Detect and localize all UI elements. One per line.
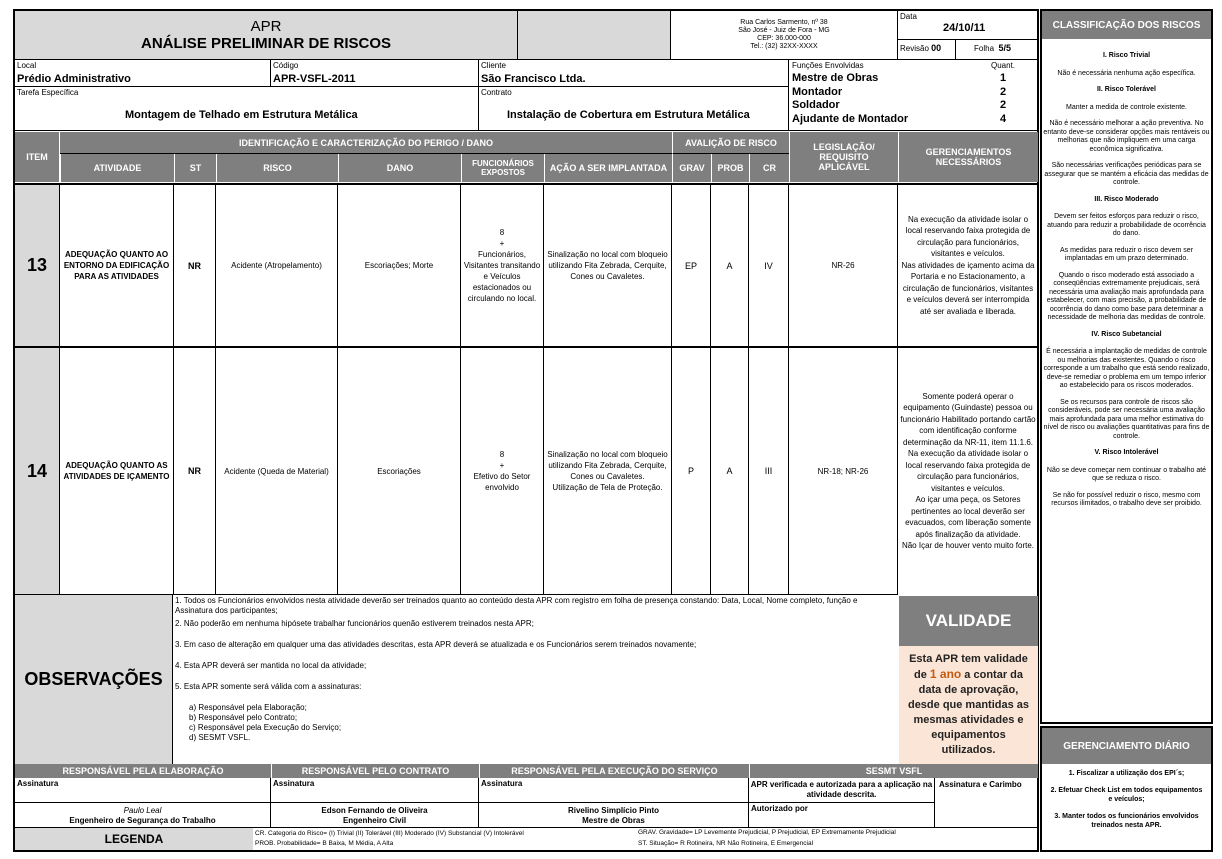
resp-sesmt-title: SESMT VSFL bbox=[749, 764, 1038, 778]
th-acao: AÇÃO A SER IMPLANTADA bbox=[544, 154, 672, 182]
validade-title: VALIDADE bbox=[899, 596, 1038, 646]
classificacao-heading: III. Risco Moderado bbox=[1094, 195, 1159, 203]
table-row bbox=[15, 346, 1038, 594]
legenda-st: ST. Situação= R Rotineira, NR Não Rotineira, E Emergencial bbox=[638, 840, 814, 847]
tarefa-label: Tarefa Específica bbox=[17, 88, 79, 97]
observacoes-sub: a) Responsável pela Elaboração; b) Responsável pelo Contrato; c) Responsável pela Execução do Serviço; d) SESMT VSFL. bbox=[189, 703, 342, 742]
diario-list bbox=[1043, 769, 1210, 838]
sesmt-verificada: APR verificada e autorizada para a aplicação na atividade descrita. bbox=[749, 778, 935, 803]
folha-label: Folha bbox=[974, 44, 995, 53]
classificacao-title: CLASSIFICAÇÃO DOS RISCOS bbox=[1042, 11, 1211, 39]
classificacao-text: Quando o risco moderado está associado a conseqüências extremamente prejudicais, será necessária uma avaliação mais aprofundada para estabelecer, com mais precisão, a probabilidade de ocorrência do dano como base para determinar a necessidade de melhoria das medidas de controle. bbox=[1046, 271, 1207, 321]
revisao-block bbox=[898, 40, 956, 59]
th-avaliacao: AVALIÇÃO DE RISCO bbox=[672, 132, 789, 154]
th-funcionarios: FUNCIONÁRIOS EXPOSTOS bbox=[461, 154, 544, 182]
classificacao-text: Não é necessário melhorar a ação preventiva. No entanto deve-se considerar opções mais rentáveis ou melhorias que não impliquem em uma carga econômica significativa. bbox=[1043, 120, 1210, 153]
classificacao-text: Não é necessária nenhuma ação específica. bbox=[1057, 69, 1196, 77]
exec-signer bbox=[479, 803, 749, 828]
th-risco: RISCO bbox=[216, 154, 338, 182]
classificacao-text: Se não for possível reduzir o risco, mesmo com recursos ilimitados, o trabalho deve ser proibido. bbox=[1051, 491, 1202, 507]
funcoes-label: Funções Envolvidas bbox=[792, 61, 864, 70]
observacao-item: 3. Em caso de alteração em qualquer uma das atividades descritas, esta APR deverá se atualizada e os Funcionários serem treinados novamente; bbox=[175, 640, 697, 649]
tarefa-field bbox=[15, 87, 479, 131]
quant-label: Quant. bbox=[991, 61, 1016, 70]
resp-exec-title: RESPONSÁVEL PELA EXECUÇÃO DO SERVIÇO bbox=[479, 764, 749, 778]
observacoes-title: OBSERVAÇÕES bbox=[15, 594, 173, 764]
funcao-qty: 1 bbox=[1000, 72, 1007, 84]
classificacao-text: Devem ser feitos esforços para reduzir o risco, atuando para reduzir a probabilidade de ocorrência do dano. bbox=[1047, 213, 1206, 237]
codigo-label: Código bbox=[273, 61, 299, 70]
table-row bbox=[15, 183, 1038, 346]
sesmt-carimbo: Assinatura e Carimbo bbox=[939, 780, 1022, 789]
funcao-qty: 2 bbox=[1000, 99, 1007, 111]
observacao-item: 1. Todos os Funcionários envolvidos nesta atividade deverão ser treinados quanto ao conteúdo desta APR com registro em folha de presença constando: Data, Local, Nome completo, função e Assinatura dos participantes; bbox=[175, 596, 858, 615]
classificacao-heading: II. Risco Tolerável bbox=[1096, 86, 1156, 93]
validade-box bbox=[899, 646, 1038, 764]
classificacao-heading: V. Risco Intolerável bbox=[1094, 449, 1159, 456]
local-label: Local bbox=[17, 61, 37, 70]
diario-title: GERENCIAMENTO DIÁRIO bbox=[1042, 728, 1211, 764]
row-funcionarios: 8 + Efetivo do Setor envolvido bbox=[461, 348, 544, 594]
contrato-label: Contrato bbox=[481, 88, 512, 97]
sesmt-autorizado: Autorizado por bbox=[749, 803, 935, 828]
funcao-name: Mestre de Obras bbox=[792, 72, 879, 84]
title-main: ANÁLISE PRELIMINAR DE RISCOS bbox=[140, 35, 392, 52]
diario-item: 1. Fiscalizar a utilização dos EPI´s; bbox=[1068, 770, 1185, 777]
funcao-name: Ajudante de Montador bbox=[792, 112, 909, 125]
elab-name: Paulo Leal bbox=[123, 805, 162, 815]
row-risco: Acidente (Queda de Material) bbox=[216, 348, 338, 594]
row-item: 13 bbox=[15, 185, 60, 346]
classificacao-content bbox=[1043, 52, 1210, 517]
folha-block bbox=[956, 40, 1038, 59]
row-atividade: ADEQUAÇÃO QUANTO AS ATIVIDADES DE IÇAMENTO bbox=[60, 348, 174, 594]
funcao-name: Montador bbox=[792, 85, 843, 98]
classificacao-text: Não se deve começar nem continuar o trabalho até que se reduza o risco. bbox=[1046, 466, 1207, 482]
row-grav: P bbox=[672, 348, 711, 594]
title-block bbox=[15, 11, 517, 59]
th-prob: PROB bbox=[711, 154, 749, 182]
legenda-text bbox=[253, 828, 1038, 850]
th-cr: CR bbox=[749, 154, 789, 182]
row-prob: A bbox=[711, 185, 749, 346]
resp-elab-title: RESPONSÁVEL PELA ELABORAÇÃO bbox=[15, 764, 271, 778]
funcoes-block bbox=[789, 60, 1038, 131]
elab-role: Engenheiro de Segurança do Trabalho bbox=[69, 815, 216, 825]
title-spacer bbox=[517, 11, 670, 59]
title-apr: APR bbox=[250, 18, 282, 35]
tarefa-value: Montagem de Telhado em Estrutura Metálica bbox=[125, 109, 358, 121]
row-dano: Escoriações bbox=[338, 348, 461, 594]
th-legislacao: LEGISLAÇÃO/ REQUISITO APLICÁVEL bbox=[789, 132, 898, 182]
funcao-name: Soldador bbox=[792, 99, 840, 111]
legenda-prob: PROB. Probabilidade= B Baixa, M Média, A Alta bbox=[255, 840, 394, 847]
row-cr: III bbox=[749, 348, 789, 594]
validade-highlight: 1 ano bbox=[929, 667, 962, 681]
contrato-name: Edson Fernando de Oliveira bbox=[321, 805, 428, 815]
row-grav: EP bbox=[672, 185, 711, 346]
row-cr: IV bbox=[749, 185, 789, 346]
row-item: 14 bbox=[15, 348, 60, 594]
company-address: Rua Carlos Sarmento, nº 38 São José - Juiz de Fora - MG CEP: 36.000-000 Tel.: (32) 32XX-XXXX bbox=[670, 11, 898, 59]
row-legislacao: NR-18; NR-26 bbox=[789, 348, 898, 594]
exec-role: Mestre de Obras bbox=[582, 815, 645, 825]
elab-signer bbox=[15, 803, 271, 828]
diario-item: 2. Efetuar Check List em todos equipamentos e veículos; bbox=[1050, 787, 1203, 803]
row-atividade: ADEQUAÇÃO QUANTO AO ENTORNO DA EDIFICAÇÃO PARA AS ATIVIDADES bbox=[60, 185, 174, 346]
th-dano: DANO bbox=[338, 154, 461, 182]
th-st: ST bbox=[174, 154, 216, 182]
contrato-field bbox=[479, 87, 789, 131]
contrato-signature: Assinatura bbox=[271, 778, 479, 803]
observacao-item: 5. Esta APR somente será válida com a assinaturas: bbox=[175, 682, 362, 691]
cliente-field bbox=[479, 60, 789, 87]
cliente-value: São Francisco Ltda. bbox=[481, 73, 586, 85]
classificacao-text: São necessárias verificações periódicas para se assegurar que se mantém a eficácia das medidas de controle. bbox=[1044, 162, 1209, 186]
classificacao-text: É necessária a implantação de medidas de controle ou melhorias das existentes. Quando o risco corresponde a um trabalho que está sendo realizado, deve-se remediar o problema em um tempo inferior ao estabelecido para os riscos moderados. bbox=[1043, 348, 1210, 389]
row-funcionarios: 8 + Funcionários, Visitantes transitando e Veículos estacionados ou circulando no local. bbox=[461, 185, 544, 346]
validade-post: a contar da data de aprovação, desde que mantidas as mesmas atividades e equipamentos utilizados. bbox=[907, 669, 1030, 756]
date-value: 24/10/11 bbox=[943, 22, 986, 34]
contrato-value: Instalação de Cobertura em Estrutura Metálica bbox=[507, 109, 750, 121]
row-legislacao: NR-26 bbox=[789, 185, 898, 346]
elab-signature: Assinatura bbox=[15, 778, 271, 803]
observacoes-list bbox=[175, 596, 896, 692]
row-acao: Sinalização no local com bloqueio utilizando Fita Zebrada, Cerquite, Cones ou Cavaletes. bbox=[544, 185, 672, 346]
row-gerenciamento: Na execução da atividade isolar o local reservando faixa protegida de circulação para funcionários, visitantes e veículos. Nas atividades de içamento acima da Portaria e no Estacionamento, a circulação de funcionários, visitantes e veículos deverá ser interrompida até ser avaliada e liberada. bbox=[901, 214, 1035, 316]
exec-name: Rivelino Simplício Pinto bbox=[567, 805, 660, 815]
row-st: NR bbox=[174, 348, 216, 594]
revisao-label: Revisão bbox=[900, 44, 929, 53]
th-atividade: ATIVIDADE bbox=[60, 154, 174, 182]
date-block bbox=[898, 11, 1038, 40]
th-gerenciamentos: GERENCIAMENTOS NECESSÁRIOS bbox=[898, 132, 1038, 182]
row-gerenciamento: Somente poderá operar o equipamento (Guindaste) pessoa ou funcionário Habilitado portando cartão com identificação conforme determinação da NR-11, item 11.1.6. Na execução da atividade isolar o local reservando faixa protegida de circulação para funcionários, visitantes e veículos. Ao içar uma peça, os Setores pertinentes ao local deverão ser evacuados, com liberação somente após finalização da atividade. Não Içar de houver vento muito forte. bbox=[900, 391, 1036, 550]
classificacao-text: Se os recursos para controle de riscos são consideráveis, pode ser necessária uma avaliação mais aprofundada para uma melhor estimativa do nível de risco ou avaliações quantitativas para fins de controle. bbox=[1043, 398, 1210, 440]
th-grav: GRAV bbox=[672, 154, 711, 182]
observacao-item: 4. Esta APR deverá ser mantida no local da atividade; bbox=[175, 661, 367, 670]
codigo-value: APR-VSFL-2011 bbox=[273, 73, 356, 85]
classificacao-heading: I. Risco Trivial bbox=[1102, 52, 1151, 59]
revisao-value: 00 bbox=[931, 43, 942, 53]
contrato-role: Engenheiro Civil bbox=[342, 815, 407, 825]
funcao-qty: 4 bbox=[1000, 112, 1007, 125]
legenda-title: LEGENDA bbox=[15, 828, 253, 850]
row-dano: Escoriações; Morte bbox=[338, 185, 461, 346]
th-identificacao: IDENTIFICAÇÃO E CARACTERIZAÇÃO DO PERIGO / DANO bbox=[60, 132, 672, 154]
row-prob: A bbox=[711, 348, 749, 594]
funcao-qty: 2 bbox=[1000, 85, 1007, 98]
local-value: Prédio Administrativo bbox=[17, 73, 131, 85]
classificacao-text: Manter a medida de controle existente. bbox=[1065, 103, 1187, 111]
cliente-label: Cliente bbox=[481, 61, 506, 70]
th-item: ITEM bbox=[15, 132, 60, 182]
row-risco: Acidente (Atropelamento) bbox=[216, 185, 338, 346]
legenda-cr: CR. Categoria do Risco= (I) Trivial (II) Tolerável (III) Moderado (IV) Substancial (V) Intolerável bbox=[255, 830, 524, 837]
resp-contrato-title: RESPONSÁVEL PELO CONTRATO bbox=[271, 764, 479, 778]
row-acao: Sinalização no local com bloqueio utilizando Fita Zebrada, Cerquite, Cones ou Cavaletes. Utilização de Tela de Proteção. bbox=[544, 348, 672, 594]
exec-signature: Assinatura bbox=[479, 778, 749, 803]
contrato-signer bbox=[271, 803, 479, 828]
validade-pre: Esta APR tem validade de bbox=[909, 653, 1028, 681]
classificacao-text: As medidas para reduzir o risco devem ser implantadas em um prazo determinado. bbox=[1059, 246, 1194, 262]
codigo-field bbox=[271, 60, 479, 87]
observacoes-text bbox=[173, 594, 898, 764]
legenda-grav: GRAV. Gravidade= LP Levemente Prejudicial, P Prejudicial, EP Extremamente Prejudicial bbox=[638, 829, 896, 836]
folha-value: 5/5 bbox=[998, 43, 1011, 53]
classificacao-heading: IV. Risco Subetancial bbox=[1091, 330, 1162, 338]
observacao-item: 2. Não poderão em nenhuma hipósete trabalhar funcionários quenão estiverem treinados nesta APR; bbox=[175, 619, 534, 628]
diario-item: 3. Manter todos os funcionários envolvidos treinados nesta APR. bbox=[1054, 813, 1199, 829]
local-field bbox=[15, 60, 271, 87]
row-st: NR bbox=[174, 185, 216, 346]
date-label: Data bbox=[900, 12, 917, 21]
